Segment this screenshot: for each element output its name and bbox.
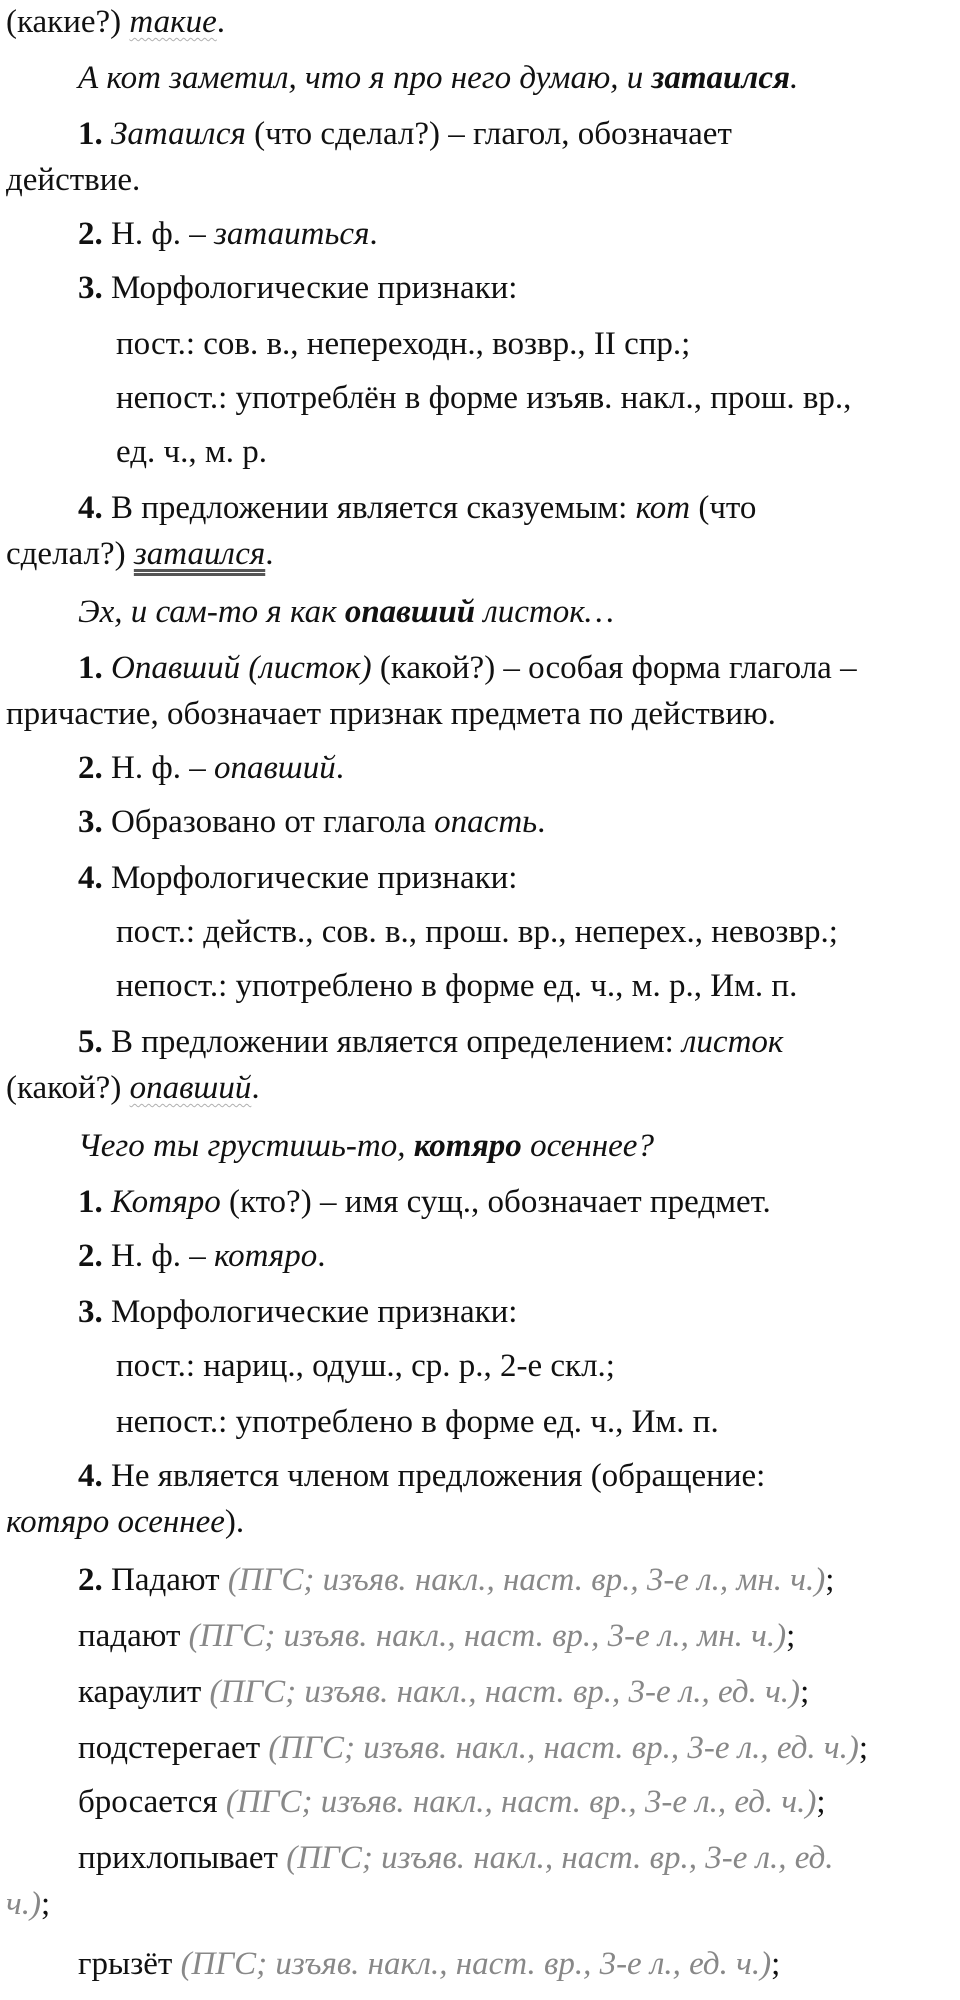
text-run: грызёт xyxy=(78,1946,181,1982)
italic-word: Опавший (листок) xyxy=(102,650,372,686)
example-sentence xyxy=(0,1126,960,1166)
text-run: Морфологические признаки: xyxy=(102,860,518,896)
text-line xyxy=(0,2,960,42)
text-line xyxy=(0,114,960,154)
item-number: 1. xyxy=(78,1184,103,1220)
text-run: (какой?) xyxy=(6,1070,130,1106)
item-number: 2. xyxy=(78,216,103,252)
item-number: 3. xyxy=(78,270,103,306)
text-line xyxy=(0,858,960,898)
text-run: ; xyxy=(858,1730,869,1766)
grammar-note: (ПГС; изъяв. накл., наст. вр., 3-е л., мн. ч.) xyxy=(188,1618,787,1654)
text-line xyxy=(0,1672,960,1712)
text-run: (какие?) xyxy=(6,4,130,40)
text-run: ; xyxy=(816,1784,826,1820)
text-run: подстерегает xyxy=(78,1730,269,1766)
text-run: А кот заметил, что я про него думаю, и xyxy=(78,60,652,96)
example-sentence xyxy=(0,592,960,632)
grammar-note: ч.) xyxy=(6,1886,41,1922)
text-line xyxy=(0,378,960,418)
text-run: (какой?) – особая форма глагола – xyxy=(371,650,857,686)
text-run: ; xyxy=(771,1946,781,1982)
text-run: Не является членом предложения (обращение: xyxy=(102,1458,766,1494)
text-run: пост.: нариц., одуш., ср. р., 2-е скл.; xyxy=(116,1348,615,1384)
item-number: 2. xyxy=(78,750,103,786)
example-sentence xyxy=(0,58,960,98)
text-run: бросается xyxy=(78,1784,226,1820)
text-run: (что сделал?) – глагол, обозначает xyxy=(245,116,732,152)
grammar-note: (ПГС; изъяв. накл., наст. вр., 3-е л., ед. ч.) xyxy=(209,1674,801,1710)
text-run: Н. ф. – xyxy=(102,216,214,252)
text-run: Образовано от глагола xyxy=(102,804,435,840)
text-run: непост.: употреблено в форме ед. ч., Им. п. xyxy=(116,1404,719,1440)
text-run: ; xyxy=(825,1562,835,1598)
text-line xyxy=(0,966,960,1006)
text-run: В предложении является определением: xyxy=(102,1024,683,1060)
text-run: листок… xyxy=(475,594,615,630)
text-line xyxy=(0,1022,960,1062)
text-line xyxy=(0,1182,960,1222)
text-line xyxy=(0,432,960,472)
text-run: Морфологические признаки: xyxy=(102,1294,518,1330)
underlined-word: затаился xyxy=(133,536,266,572)
item-number: 2. xyxy=(78,1238,103,1274)
grammar-note: (ПГС; изъяв. накл., наст. вр., 3-е л., ед. ч.) xyxy=(268,1730,859,1766)
item-number: 1. xyxy=(78,116,103,152)
item-number: 2. xyxy=(78,1562,103,1598)
item-number: 1. xyxy=(78,650,103,686)
text-run: ). xyxy=(224,1504,245,1540)
italic-word: листок xyxy=(682,1024,784,1060)
text-run: Н. ф. – xyxy=(102,750,214,786)
text-line xyxy=(0,1728,960,1768)
text-line xyxy=(0,1560,960,1600)
item-number: 4. xyxy=(78,1458,103,1494)
item-number: 3. xyxy=(78,1294,103,1330)
text-line xyxy=(0,1944,960,1984)
italic-word: Затаился xyxy=(102,116,246,152)
text-line xyxy=(0,268,960,308)
text-run: падают xyxy=(78,1618,189,1654)
text-line xyxy=(0,694,960,734)
text-line xyxy=(0,1884,960,1924)
item-number: 4. xyxy=(78,860,103,896)
italic-word: затаиться xyxy=(213,216,370,252)
text-run: . xyxy=(335,750,344,786)
text-line xyxy=(0,1236,960,1276)
text-line xyxy=(0,214,960,254)
text-run: В предложении является сказуемым: xyxy=(102,490,636,526)
text-run: Чего ты грустишь-то, xyxy=(78,1128,414,1164)
text-run: Падают xyxy=(102,1562,228,1598)
italic-word: Котяро xyxy=(102,1184,221,1220)
text-line xyxy=(0,1292,960,1332)
text-run: . xyxy=(317,1238,326,1274)
text-run: действие. xyxy=(6,162,141,198)
bold-word: котяро xyxy=(413,1128,522,1164)
text-run: сделал?) xyxy=(6,536,134,572)
italic-word: кот xyxy=(635,490,691,526)
grammar-note: (ПГС; изъяв. накл., наст. вр., 3-е л., ед. ч.) xyxy=(180,1946,772,1982)
text-run: (что xyxy=(690,490,757,526)
bold-word: опавший xyxy=(344,594,476,630)
text-line xyxy=(0,748,960,788)
grammar-note: (ПГС; изъяв. накл., наст. вр., 3-е л., ед. ч.) xyxy=(225,1784,817,1820)
italic-word: опавший xyxy=(213,750,336,786)
text-line xyxy=(0,488,960,528)
item-number: 4. xyxy=(78,490,103,526)
text-run: прихлопывает xyxy=(78,1840,287,1876)
text-run: ; xyxy=(800,1674,810,1710)
text-run: ед. ч., м. р. xyxy=(116,434,267,470)
text-run: . xyxy=(369,216,378,252)
text-run: . xyxy=(251,1070,260,1106)
text-line xyxy=(0,1068,960,1108)
text-line xyxy=(0,534,960,574)
italic-word: опасть xyxy=(434,804,538,840)
text-run: (кто?) – имя сущ., обозначает предмет. xyxy=(220,1184,771,1220)
text-line xyxy=(0,1782,960,1822)
text-run: . xyxy=(537,804,546,840)
text-run: . xyxy=(265,536,274,572)
text-run: Морфологические признаки: xyxy=(102,270,518,306)
text-run: ; xyxy=(40,1886,51,1922)
bold-word: затаился xyxy=(651,60,790,96)
text-line xyxy=(0,912,960,952)
text-run: караулит xyxy=(78,1674,210,1710)
text-run: пост.: сов. в., непереходн., возвр., II спр.; xyxy=(116,326,691,362)
text-line xyxy=(0,1502,960,1542)
text-line xyxy=(0,160,960,200)
text-line xyxy=(0,1838,960,1878)
text-run: Н. ф. – xyxy=(102,1238,214,1274)
text-run: причастие, обозначает признак предмета по действию. xyxy=(6,696,776,732)
underlined-word: опавший xyxy=(129,1070,252,1106)
italic-word: котяро осеннее xyxy=(6,1504,225,1540)
text-run: непост.: употреблено в форме ед. ч., м. р., Им. п. xyxy=(116,968,798,1004)
underlined-word: такие xyxy=(129,4,217,40)
text-run: Эх, и сам-то я как xyxy=(78,594,345,630)
italic-word: котяро xyxy=(213,1238,318,1274)
text-run: . xyxy=(790,60,799,96)
text-line xyxy=(0,648,960,688)
text-run: непост.: употреблён в форме изъяв. накл., прош. вр., xyxy=(116,380,852,416)
text-run: ; xyxy=(786,1618,796,1654)
item-number: 5. xyxy=(78,1024,103,1060)
text-run: осеннее? xyxy=(521,1128,654,1164)
text-line xyxy=(0,1456,960,1496)
text-run: пост.: действ., сов. в., прош. вр., неперех., невозвр.; xyxy=(116,914,838,950)
item-number: 3. xyxy=(78,804,103,840)
text-line xyxy=(0,1346,960,1386)
text-line xyxy=(0,324,960,364)
grammar-note: (ПГС; изъяв. накл., наст. вр., 3-е л., ед. xyxy=(286,1840,834,1876)
text-run: . xyxy=(216,4,225,40)
grammar-note: (ПГС; изъяв. накл., наст. вр., 3-е л., мн. ч.) xyxy=(227,1562,826,1598)
text-line xyxy=(0,1616,960,1656)
text-line xyxy=(0,1402,960,1442)
text-line xyxy=(0,802,960,842)
